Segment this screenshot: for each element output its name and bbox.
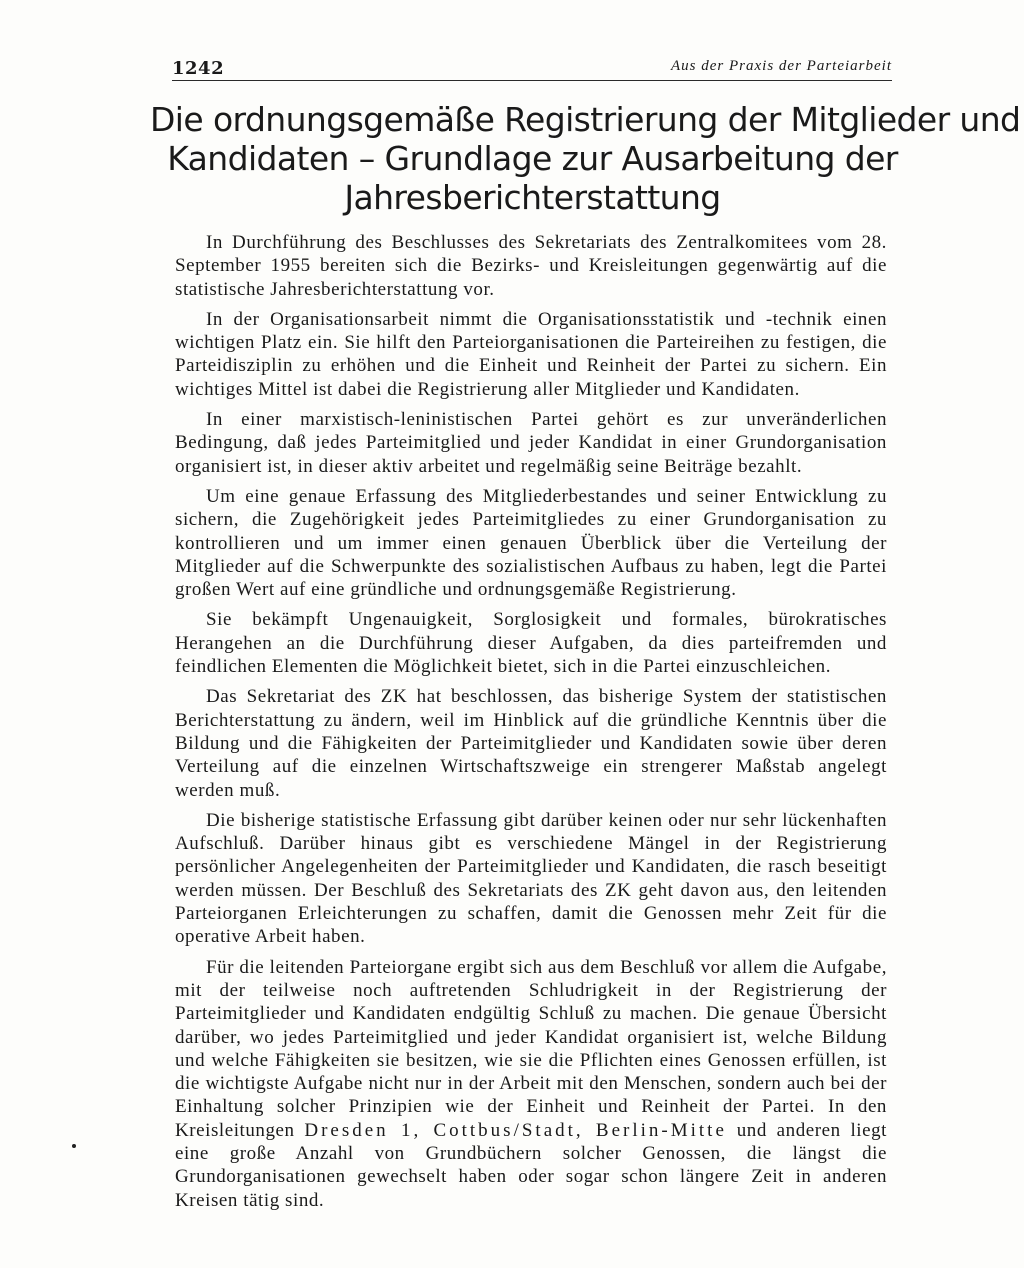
paragraph-text: Für die leitenden Parteiorgane ergibt sich aus dem Beschluß vor allem die Aufgabe, mit der teilweise noch auftretenden Schludrigkeit in der Registrierung der Parteimitglieder und Kandidaten endgültig Schluß zu machen. Die genaue Übersicht darüber, wo jedes Parteimitglied und jeder Kandidat organisiert ist, welche Bildung und welche Fähigkeiten sie besitzen, wie sie die Pflichten eines Genossen erfüllen, ist die wichtigste Aufgabe nicht nur in der Arbeit mit den Menschen, sondern auch bei der Einhaltung solcher Prinzipien wie der Einheit und Reinheit der Partei. In den Kreisleitungen bbox=[175, 956, 887, 1141]
paragraph: In Durchführung des Beschlusses des Sekretariats des Zentralkomitees vom 28. September 1955 bereiten sich die Bezirks- und Kreisleitungen gegenwärtig auf die statistische Jahresberichterstattung vor. bbox=[175, 232, 887, 300]
header-rule bbox=[172, 80, 892, 81]
paragraph-last bbox=[175, 956, 887, 1212]
running-head: Aus der Praxis der Parteiarbeit bbox=[671, 58, 892, 74]
title-line: Kandidaten – Grundlage zur Ausarbeitung der bbox=[167, 139, 898, 178]
page-number: 1242 bbox=[172, 58, 225, 79]
title-line: Die ordnungsgemäße Registrierung der Mitglieder und bbox=[150, 100, 1021, 139]
article-body bbox=[175, 231, 887, 1219]
paragraph: Um eine genaue Erfassung des Mitgliederbestandes und seiner Entwicklung zu sichern, die Zugehörigkeit jedes Parteimitgliedes zu einer Grundorganisation zu kontrollieren und um immer einen genauen Überblick über die Verteilung der Mitglieder auf die Schwerpunkte des sozialistischen Aufbaus zu haben, legt die Partei großen Wert auf eine gründliche und ordnungsgemäße Registrierung. bbox=[175, 485, 887, 601]
paragraph: Die bisherige statistische Erfassung gibt darüber keinen oder nur sehr lückenhaften Aufschluß. Darüber hinaus gibt es verschiedene Mängel in der Registrierung persönlicher Angelegenheiten der Parteimitglieder und Kandidaten, die rasch beseitigt werden müssen. Der Beschluß des Sekretariats des ZK geht davon aus, den leitenden Parteiorganen Erleichterungen zu schaffen, damit die Genossen mehr Zeit für die operative Arbeit haben. bbox=[175, 809, 887, 948]
paragraph: In einer marxistisch-leninistischen Partei gehört es zur unveränderlichen Bedingung, daß jedes Parteimitglied und jeder Kandidat in einer Grundorganisation organisiert ist, in dieser aktiv arbeitet und regelmäßig seine Beiträge bezahlt. bbox=[175, 409, 887, 477]
paragraph-text: und anderen liegt eine große Anzahl von Grundbüchern solcher Genossen, die längst die Grundorganisationen gewechselt haben oder sogar schon längere Zeit in anderen Kreisen tätig sind. bbox=[175, 1119, 887, 1211]
article-title bbox=[150, 100, 1021, 217]
title-line: Jahresberichterstattung bbox=[344, 178, 721, 217]
place-names: Dresden 1, Cottbus/Stadt, Berlin-Mitte bbox=[304, 1119, 727, 1141]
paragraph: In der Organisationsarbeit nimmt die Organisationsstatistik und -technik einen wichtigen Platz ein. Sie hilft den Parteiorganisationen die Parteireihen zu festigen, die Parteidisziplin zu erhöhen und die Einheit und Reinheit der Partei zu sichern. Ein wichtiges Mittel ist dabei die Registrierung aller Mitglieder und Kandidaten. bbox=[175, 308, 887, 400]
paragraph: Das Sekretariat des ZK hat beschlossen, das bisherige System der statistischen Berichterstattung zu ändern, weil im Hinblick auf die gründliche Kenntnis über die Bildung und die Fähigkeiten der Parteimitglieder und Kandidaten sowie über deren Verteilung auf die einzelnen Wirtschaftszweige ein strengerer Maßstab angelegt werden muß. bbox=[175, 686, 887, 801]
paragraph: Sie bekämpft Ungenauigkeit, Sorglosigkeit und formales, bürokratisches Herangehen an die Durchführung dieser Aufgaben, da dies parteifremden und feindlichen Elementen die Möglichkeit bietet, sich in die Partei einzuschleichen. bbox=[175, 609, 887, 678]
print-speck bbox=[72, 1144, 76, 1148]
